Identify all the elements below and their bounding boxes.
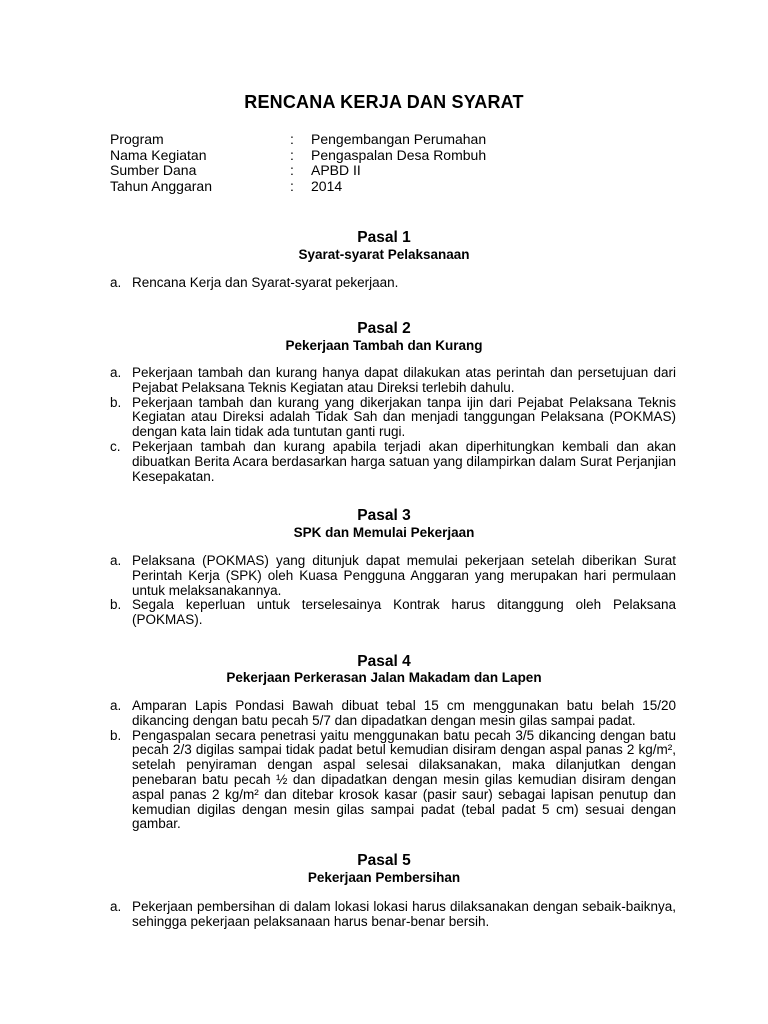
- meta-colon: :: [290, 177, 294, 194]
- pasal-1-heading: Pasal 1: [357, 229, 411, 246]
- list-item: [110, 729, 676, 833]
- meta-colon: :: [290, 131, 294, 147]
- item-text: Pekerjaan tambah dan kurang hanya dapat dilakukan atas perintah dan persetujuan dari Pejabat Pelaksana Teknis Kegiatan atau Direksi terlebih dahulu.: [132, 365, 676, 395]
- list-item: [110, 276, 676, 291]
- list-item: [110, 366, 676, 396]
- pasal-5-heading: Pasal 5: [357, 852, 411, 869]
- list-item: [110, 900, 676, 930]
- meta-row-sumber-dana: [110, 163, 486, 179]
- meta-value: Pengaspalan Desa Rombuh: [311, 146, 487, 163]
- pasal-3-heading: Pasal 3: [357, 507, 411, 524]
- list-item: [110, 554, 676, 598]
- pasal-3-items: [110, 554, 676, 628]
- meta-row-nama-kegiatan: [110, 148, 486, 164]
- pasal-3-subtitle: SPK dan Memulai Pekerjaan: [293, 525, 475, 540]
- pasal-1-subtitle: Syarat-syarat Pelaksanaan: [298, 247, 470, 262]
- item-letter: c.: [110, 438, 121, 454]
- pasal-4-subtitle: Pekerjaan Perkerasan Jalan Makadam dan Lapen: [226, 670, 542, 685]
- pasal-2-heading: Pasal 2: [357, 320, 411, 337]
- meta-colon: :: [290, 146, 294, 163]
- meta-value: APBD II: [311, 162, 361, 178]
- item-text: Rencana Kerja dan Syarat-syarat pekerjaan.: [132, 275, 399, 290]
- meta-label: Program: [110, 131, 164, 147]
- item-letter: b.: [110, 394, 122, 410]
- pasal-5-subtitle: Pekerjaan Pembersihan: [307, 870, 461, 885]
- pasal-5-items: [110, 900, 676, 930]
- document-title: RENCANA KERJA DAN SYARAT: [244, 92, 524, 112]
- item-text: Segala keperluan untuk terselesainya Kontrak harus ditanggung oleh Pelaksana (POKMAS).: [132, 597, 676, 628]
- list-item: [110, 396, 676, 440]
- item-letter: a.: [110, 275, 122, 290]
- pasal-4-items: [110, 699, 676, 832]
- pasal-1-items: [110, 276, 676, 291]
- pasal-2-items: [110, 366, 676, 484]
- item-text: Pengaspalan secara penetrasi yaitu menggunakan batu pecah 3/5 dikancing dengan batu pecah 2/3 digilas sampai tidak padat betul kemudian disiram dengan aspal panas 2 kg/m², setelah penyiraman dengan aspal selesai dilaksanakan, maka dilanjutkan dengan penebaran batu pecah ½ dan dipadatkan dengan mesin gilas kemudian disiram dengan aspal panas 2 kg/m² dan ditebar krosok kasar (pasir saur) sebagai lapisan penutup dan kemudian digilas dengan mesin gilas sampai padat (tebal padat 5 cm) sesuai dengan gambar.: [132, 727, 676, 832]
- meta-label: Sumber Dana: [110, 162, 197, 178]
- pasal-2-subtitle: Pekerjaan Tambah dan Kurang: [285, 338, 483, 353]
- item-text: Pekerjaan tambah dan kurang apabila terjadi akan diperhitungkan kembali dan akan dibuatkan Berita Acara berdasarkan harga satuan yang dilampirkan dalam Surat Perjanjian Kesepakatan.: [132, 438, 676, 484]
- meta-colon: :: [290, 162, 294, 178]
- list-item: [110, 440, 676, 484]
- item-text: Pelaksana (POKMAS) yang ditunjuk dapat memulai pekerjaan setelah diberikan Surat Perintah Kerja (SPK) oleh Kuasa Pengguna Anggaran yang merupakan hari permulaan untuk melaksanakannya.: [132, 553, 676, 598]
- project-info: [110, 132, 486, 194]
- item-letter: a.: [110, 698, 122, 713]
- item-text: Pekerjaan pembersihan di dalam lokasi lokasi harus dilaksanakan dengan sebaik-baiknya, sehingga pekerjaan pelaksanaan harus benar-benar bersih.: [132, 899, 676, 929]
- item-text: Amparan Lapis Pondasi Bawah dibuat tebal 15 cm menggunakan batu belah 15/20 dikancing dengan batu pecah 5/7 dan dipadatkan dengan mesin gilas sampai padat.: [132, 698, 676, 728]
- pasal-4-heading: Pasal 4: [357, 653, 411, 670]
- meta-row-program: [110, 132, 486, 148]
- item-text: Pekerjaan tambah dan kurang yang dikerjakan tanpa ijin dari Pejabat Pelaksana Teknis Kegiatan atau Direksi adalah Tidak Sah dan menjadi tanggungan Pelaksana (POKMAS) dengan kata lain tidak ada tuntutan ganti rugi.: [132, 394, 676, 440]
- meta-label: Tahun Anggaran: [110, 177, 212, 194]
- item-letter: b.: [110, 727, 122, 743]
- item-letter: a.: [110, 553, 122, 568]
- meta-value: 2014: [311, 177, 343, 194]
- meta-value: Pengembangan Perumahan: [311, 131, 487, 147]
- meta-row-tahun-anggaran: [110, 179, 486, 195]
- list-item: [110, 598, 676, 628]
- list-item: [110, 699, 676, 729]
- item-letter: a.: [110, 899, 122, 914]
- meta-label: Nama Kegiatan: [110, 146, 207, 163]
- item-letter: a.: [110, 365, 122, 380]
- item-letter: b.: [110, 597, 122, 613]
